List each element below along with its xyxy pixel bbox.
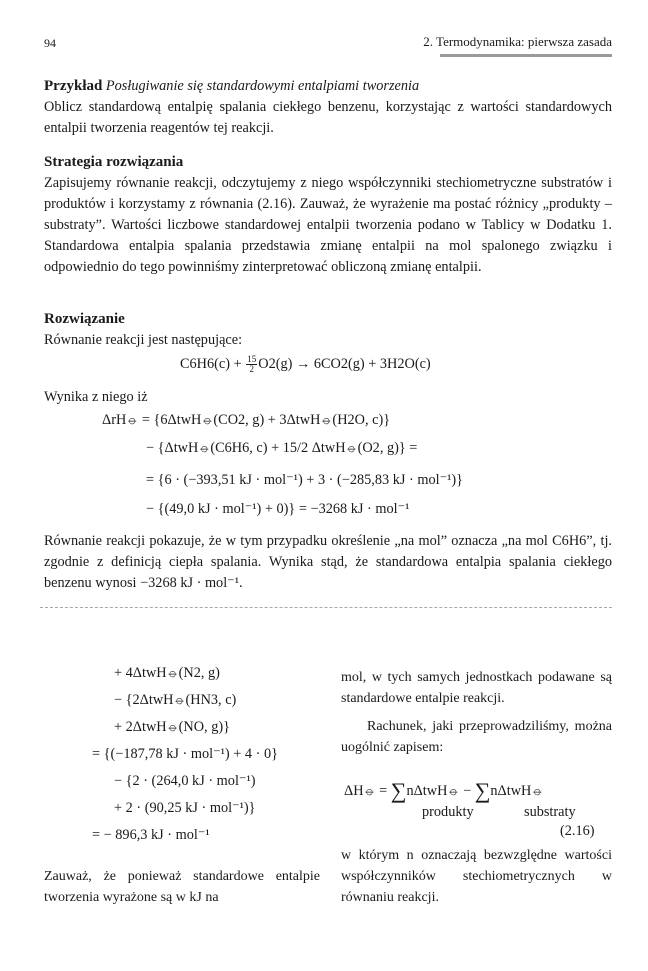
reaction-fraction bbox=[246, 355, 257, 374]
eq-line-3: = {6 · (−393,51 kJ · mol⁻¹) + 3 · (−285,83 kJ · mol⁻¹)} bbox=[146, 472, 464, 488]
eq-line-1: ΔrH⦵ = {6ΔtwH⦵(CO2, g) + 3ΔtwH⦵(H2O, c)} bbox=[102, 412, 391, 428]
sum-symbol-1: ∑ bbox=[390, 778, 407, 803]
left-eq-4: = {(−187,78 kJ · mol⁻¹) + 4 · 0} bbox=[92, 746, 278, 762]
sum-symbol-2: ∑ bbox=[474, 778, 491, 803]
solution-block bbox=[44, 309, 612, 351]
example-title: Posługiwanie się standardowymi entalpiami tworzenia bbox=[105, 78, 420, 94]
reaction-lhs-a: C6H6(c) + bbox=[180, 355, 242, 372]
formula-term-1: nΔtwH⦵ bbox=[406, 783, 460, 799]
eq-line-4: − {(49,0 kJ · mol⁻¹) + 0)} = −3268 kJ · mol⁻¹ bbox=[146, 501, 410, 517]
fraction-numerator: 15 bbox=[247, 354, 257, 364]
formula-lhs: ΔH⦵ = bbox=[344, 783, 388, 799]
left-eq-3: + 2ΔtwH⦵(NO, g)} bbox=[114, 719, 230, 735]
fraction-denominator: 2 bbox=[249, 364, 254, 374]
page-number: 94 bbox=[44, 36, 56, 50]
right-text-2: Rachunek, jaki przeprowadziliśmy, można uogólnić zapisem: bbox=[341, 719, 612, 755]
strategy-text: Zapisujemy równanie reakcji, odczytujemy z niego współczynniki stechiometryczne substratów i produktów i korzystamy z równania (2.16). Zauważ, że wyrażenie ma postać różnicy „produkty – substraty”. Wartości liczbowe standardowej entalpii tworzenia podano w Tablicy w Dodatku 1. Standardowa entalpia spalania przedstawia zmianę entalpii na mol spalonego związku i odpowiednio do tego powinniśmy zinterpretować obliczoną zmianę entalpii. bbox=[44, 175, 612, 275]
left-eq-2: − {2ΔtwH⦵(HN3, c) bbox=[114, 692, 237, 708]
equation-number: (2.16) bbox=[560, 823, 595, 839]
chapter-title: 2. Termodynamika: pierwsza zasada bbox=[423, 34, 612, 49]
right-text-1: mol, w tych samych jednostkach podawane są standardowe entalpie reakcji. bbox=[341, 670, 612, 706]
general-formula bbox=[344, 778, 543, 804]
reaction-equation bbox=[180, 355, 431, 374]
example-text: Oblicz standardową entalpię spalania ciekłego benzenu, korzystając z wartości standardowych entalpii tworzenia reagentów tej reakcji. bbox=[44, 99, 612, 136]
left-eq-5: − {2 · (264,0 kJ · mol⁻¹) bbox=[114, 773, 256, 789]
right-text-3: w którym n oznaczają bezwzględne wartości współczynników stechiometrycznych w równaniu reakcji. bbox=[341, 848, 612, 905]
wynika-text: Wynika z niego iż bbox=[44, 389, 148, 405]
solution-heading: Rozwiązanie bbox=[44, 311, 125, 327]
left-column-text: Zauważ, że ponieważ standardowe entalpie tworzenia wyrażone są w kJ na bbox=[44, 869, 320, 905]
formula-sub-substrates: substraty bbox=[524, 804, 576, 820]
reaction-lhs-b: O2(g) → 6CO2(g) + 3H2O(c) bbox=[258, 355, 431, 372]
left-eq-7: = − 896,3 kJ · mol⁻¹ bbox=[92, 827, 210, 843]
formula-sub-products: produkty bbox=[422, 804, 474, 820]
example-block bbox=[44, 76, 612, 139]
strategy-block bbox=[44, 152, 612, 278]
left-eq-1: + 4ΔtwH⦵(N2, g) bbox=[114, 665, 220, 681]
solution-conclusion: Równanie reakcji pokazuje, że w tym przypadku określenie „na mol” oznacza „na mol C6H6”, tj. zgodnie z definicją ciepła spalania. Wynika stąd, że standardowa entalpia spalania ciekłego benzenu wynosi −3268 kJ · mol⁻¹. bbox=[44, 533, 612, 591]
left-eq-6: + 2 · (90,25 kJ · mol⁻¹)} bbox=[114, 800, 256, 816]
eq-line-2: − {ΔtwH⦵(C6H6, c) + 15/2 ΔtwH⦵(O2, g)} = bbox=[146, 440, 418, 456]
formula-term-2: nΔtwH⦵ bbox=[490, 783, 544, 799]
section-separator bbox=[40, 607, 612, 608]
solution-intro: Równanie reakcji jest następujące: bbox=[44, 332, 243, 348]
formula-minus: − bbox=[463, 783, 472, 799]
strategy-heading: Strategia rozwiązania bbox=[44, 154, 184, 170]
header-rule bbox=[440, 54, 612, 57]
example-label: Przykład bbox=[44, 78, 103, 94]
